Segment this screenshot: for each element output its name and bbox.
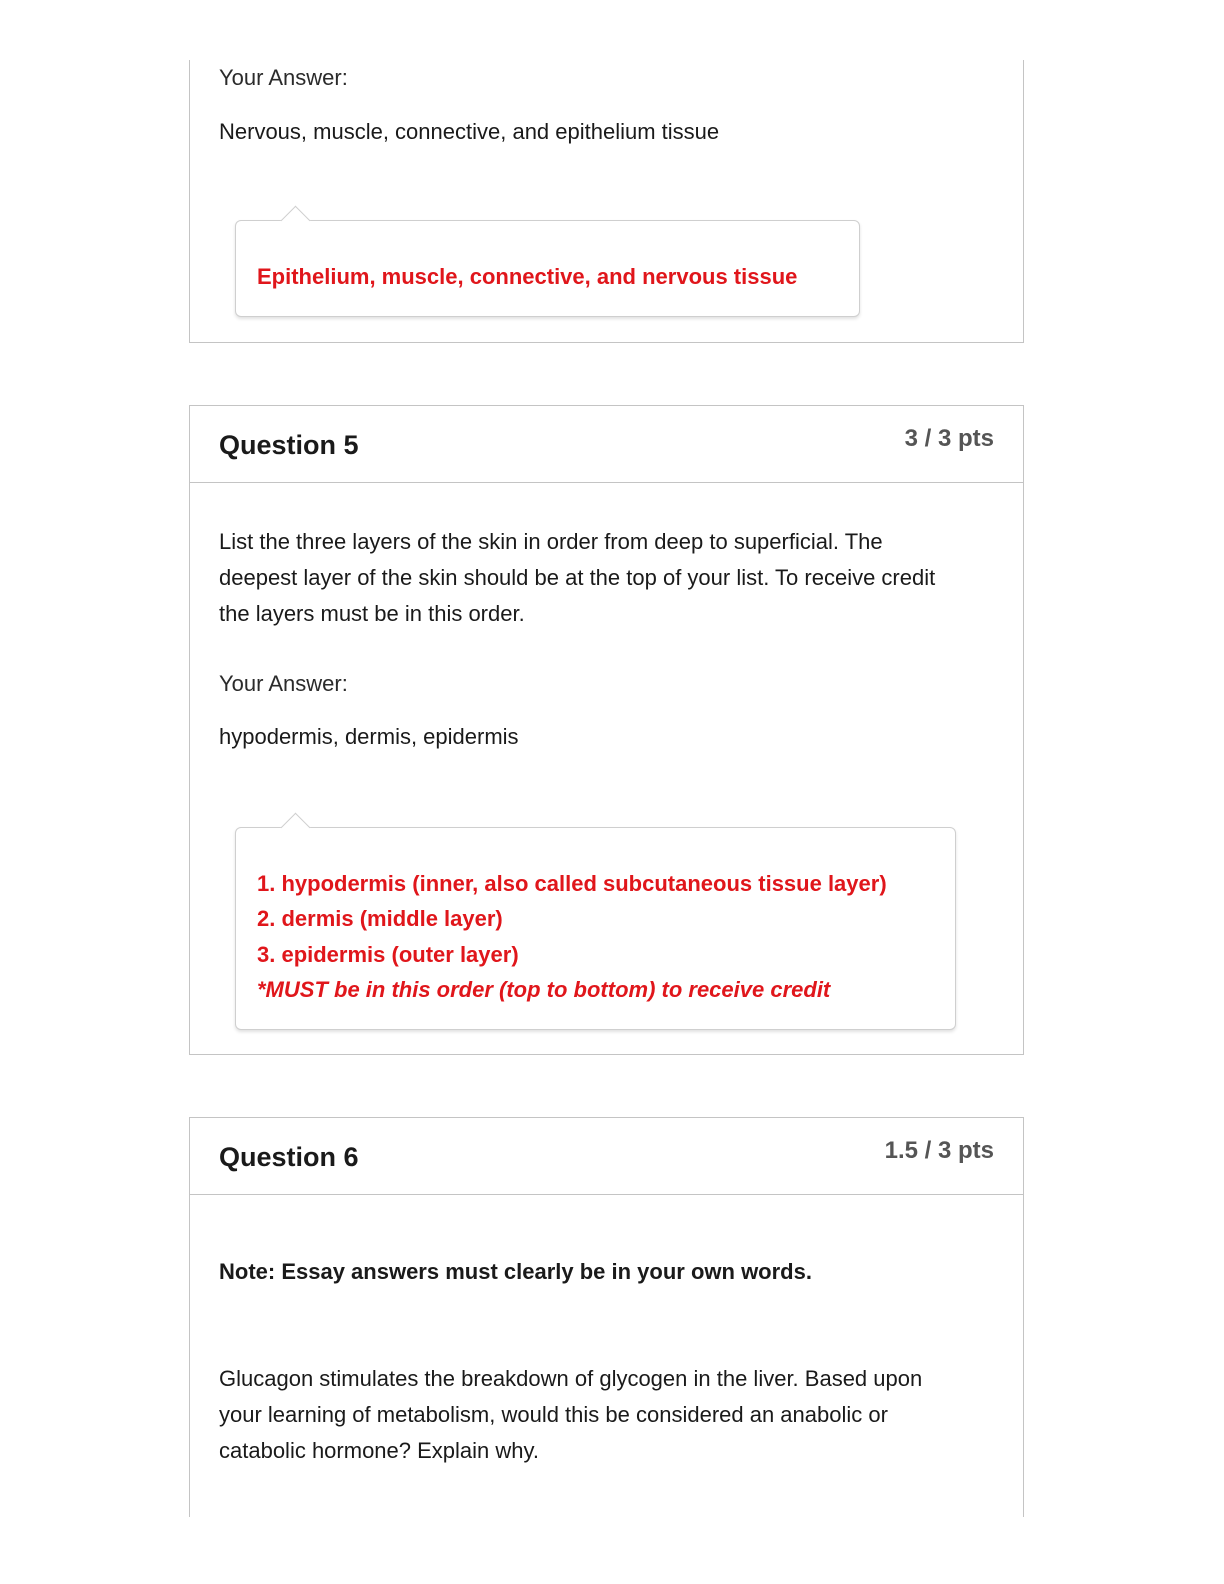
question-prompt-line: your learning of metabolism, would this be considered an anabolic or [219,1402,888,1427]
correct-answer-note: *MUST be in this order (top to bottom) to receive credit [257,977,831,1002]
essay-note: Note: Essay answers must clearly be in your own words. [219,1259,812,1284]
your-answer-text: Nervous, muscle, connective, and epithelium tissue [219,119,720,144]
callout-arrow [281,206,311,236]
your-answer-label: Your Answer: [219,671,348,696]
correct-answer-line: 3. epidermis (outer layer) [257,942,519,967]
question-points: 3 / 3 pts [904,425,994,452]
question-title: Question 6 [219,1142,359,1172]
correct-answer-box [235,220,860,317]
callout-arrow [281,813,311,843]
your-answer-label: Your Answer: [219,65,348,90]
question-card-5 [189,405,1024,1055]
your-answer-text: hypodermis, dermis, epidermis [219,724,519,749]
question-card-previous [189,60,1024,343]
question-card-6 [189,1117,1024,1517]
question-header [190,406,1023,483]
correct-answer-line: 2. dermis (middle layer) [257,906,503,931]
question-header [190,1118,1023,1195]
question-prompt-line: deepest layer of the skin should be at the top of your list. To receive credit [219,565,936,590]
question-prompt-line: Glucagon stimulates the breakdown of glycogen in the liver. Based upon [219,1366,923,1391]
correct-answer-text: Epithelium, muscle, connective, and nervous tissue [257,264,798,289]
question-points: 1.5 / 3 pts [884,1137,994,1164]
question-prompt-line: catabolic hormone? Explain why. [219,1438,539,1463]
question-prompt-line: List the three layers of the skin in order from deep to superficial. The [219,529,883,554]
correct-answer-box [235,827,956,1030]
question-prompt-line: the layers must be in this order. [219,601,525,626]
question-title: Question 5 [219,430,359,460]
correct-answer-line: 1. hypodermis (inner, also called subcutaneous tissue layer) [257,871,887,896]
